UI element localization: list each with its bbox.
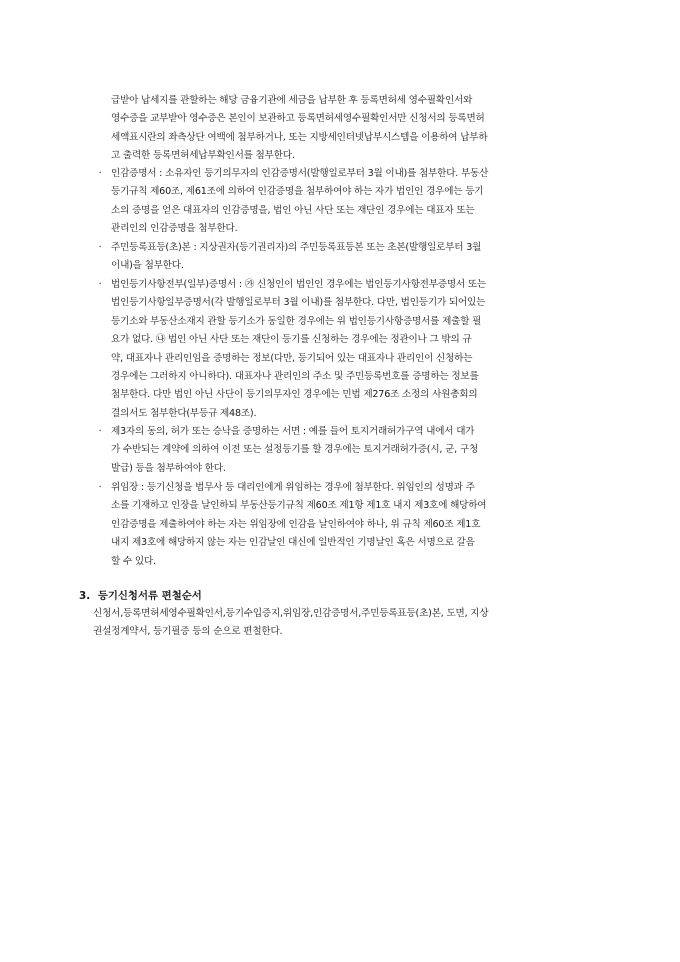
item-line: 소를 기재하고 인장을 날인하되 부동산등기규칙 제60조 제1항 제1호 내지 제3호에 해당하여 [111,500,487,512]
item-line: 경우에는 그러하지 아니하다). 대표자나 관리인의 주소 및 주민등록번호를 증명하는 정보를 [111,371,479,383]
item-line: 등기소와 부동산소재지 관할 등기소가 동일한 경우에는 위 법인등기사항증명서를 제출할 필 [111,315,482,327]
item-line: 소의 증명을 얻은 대표자의 인감증명을, 법인 아닌 사단 또는 재단인 경우에는 대표자 또는 [111,204,475,216]
item-line: 내지 제3호에 해당하지 않는 자는 인감날인 대신에 일반적인 기명날인 혹은 서명으로 갈음 [111,537,475,549]
item-line: 발급) 등을 첨부하여야 한다. [111,462,226,474]
item-line: 요가 없다. ㉯ 법인 아닌 사단 또는 재단이 등기를 신청하는 경우에는 정관이나 그 밖의 규 [111,334,472,346]
section-number: 3. [79,590,91,602]
section-heading [79,587,202,605]
item-line: 관리인의 인감증명을 첨부한다. [111,223,238,235]
item-line: 법인등기사항일부증명서(각 발행일로부터 3월 이내)를 첨부한다. 다만, 법인등기가 되어있는 [111,297,486,309]
item-line: 결의서도 첨부한다(부등규 제48조). [111,407,257,419]
section-body [93,605,597,642]
intro-line: 세액표시란의 좌측상단 여백에 첨부하거나, 또는 지방세인터넷납부시스템을 이용하여 납부하 [111,131,488,143]
item-line: 법인등기사항전부(일부)증명서 : ㉮ 신청인이 법인인 경우에는 법인등기사항전부증명서 또는 [111,279,486,290]
bullet-dot: · [98,426,102,437]
item-line: 이내)을 첨부한다. [111,260,184,272]
item-line: 약, 대표자나 관리인임을 증명하는 정보(다만, 등기되어 있는 대표자나 관리인이 신청하는 [111,352,473,364]
bullet-dot: · [98,242,102,253]
item-line: 인감증명을 제출하여야 하는 자는 위임장에 인감을 날인하여야 하나, 위 규칙 제60조 제1호 [111,518,481,530]
section-title: 등기신청서류 편철순서 [97,590,202,602]
section-line: 권설정계약서, 등기필증 등의 순으로 편철한다. [93,626,283,638]
intro-line: 급받아 납세지를 관할하는 해당 금융기관에 세금을 납부한 후 등록면허세 영수필확인서와 [111,95,473,106]
item-line: 가 수반되는 계약에 의하여 이전 또는 설정등기를 할 경우에는 토지거래허가증(시, 군, 구청 [111,444,479,456]
item-line: 위임장 : 등기신청을 법무사 등 대리인에게 위임하는 경우에 첨부한다. 위임인의 성명과 주 [111,482,475,493]
bullet-dot: · [98,279,102,290]
item-line: 등기규칙 제60조, 제61조에 의하여 인감증명을 첨부하여야 하는 자가 법인인 경우에는 등기 [111,186,484,198]
item-line: 인감증명서 : 소유자인 등기의무자의 인감증명서(발행일로부터 3월 이내)를 첨부한다. 부동산 [111,168,489,179]
bullet-dot: · [98,168,102,179]
intro-line: 영수증을 교부받아 영수증은 본인이 보관하고 등록면허세영수필확인서만 신청서의 등록면허 [111,113,485,125]
item-line: 첨부한다. 다만 법인 아닌 사단이 등기의무자인 경우에는 민법 제276조 소정의 사원총회의 [111,389,478,401]
item-line: 제3자의 동의, 허가 또는 승낙을 증명하는 서면 : 예를 들어 토지거래허가구역 내에서 대가 [111,426,475,437]
item-line: 주민등록표등(초)본 : 지상권자(등기권리자)의 주민등록표등본 또는 초본(발행일로부터 3월 [111,242,482,253]
bullet-dot: · [98,482,102,493]
section-line: 신청서,등록면허세영수필확인서,등기수입증지,위임장,인감증명서,주민등록표등(초)본, 도면, 지상 [93,608,489,619]
intro-line: 고 출력한 등록면허세납부확인서를 첨부한다. [111,150,295,162]
intro-paragraph [111,92,597,166]
item-line: 할 수 있다. [111,555,156,567]
